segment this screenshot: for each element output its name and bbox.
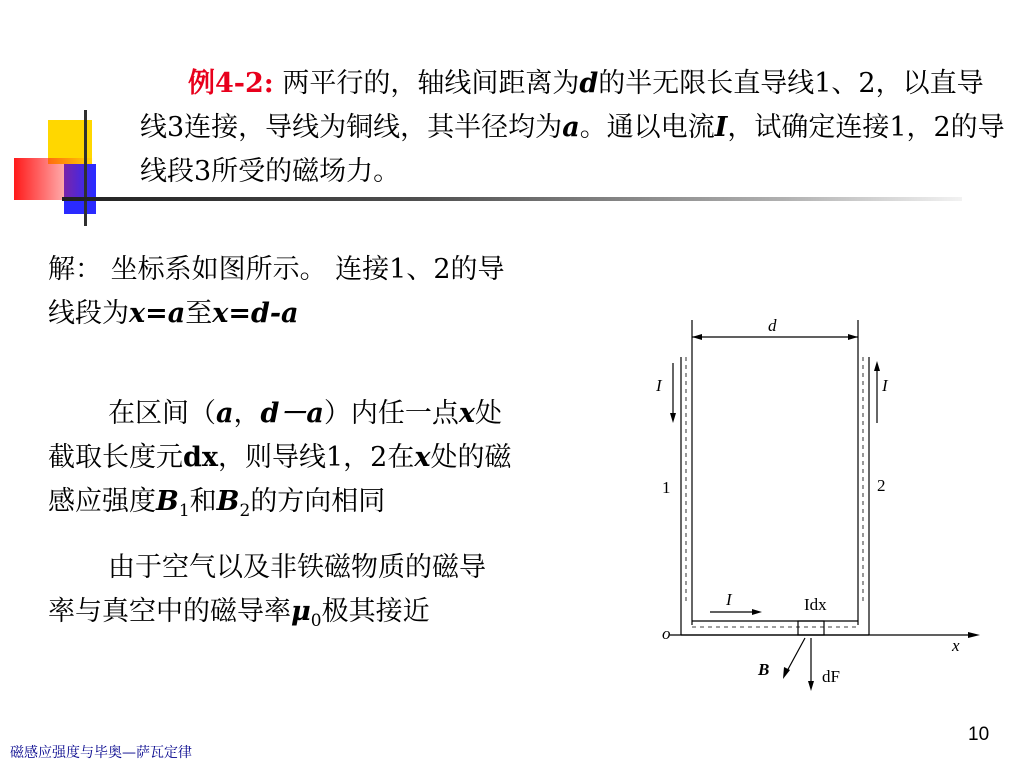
dim-arrow-right [848, 334, 858, 340]
wire-diagram [630, 305, 1020, 705]
current-element-box [798, 621, 824, 635]
logo-vertical-line [84, 110, 87, 226]
label-b: B [758, 660, 770, 679]
arrowhead-df [808, 681, 814, 691]
arrowhead-left [670, 413, 676, 423]
label-d: d [768, 316, 777, 335]
label-i-left: I [656, 376, 662, 395]
arrowhead-right [874, 361, 880, 371]
page-number: 10 [968, 724, 990, 745]
label-i-bottom: I [726, 590, 732, 609]
label-idx: Idx [804, 595, 827, 614]
solution-intro [48, 248, 628, 336]
arrowhead-x [968, 632, 980, 638]
title-underline [62, 197, 962, 201]
problem-statement: 例4-2: 两平行的，轴线间距离为d的半无限长直导线1、2，以直导线3连接，导线为铜线，其半径均为a。通以电流I，试确定连接1，2的导线段3所受的磁场力。 [140, 68, 1005, 187]
example-label: 例4-2: [188, 68, 274, 99]
paragraph-permeability: 由于空气以及非铁磁物质的磁导 率与真空中的磁导率$\mu_0$极其接近 [48, 552, 486, 631]
label-wire-1: 1 [662, 478, 671, 497]
footer-course-title: 磁感应强度与毕奥—萨瓦定律 [10, 745, 192, 761]
label-wire-2: 2 [877, 476, 886, 495]
label-x-axis: x [952, 636, 960, 655]
b-vector [786, 638, 805, 673]
solution-line-1: 解： 坐标系如图所示。 连接1、2的导 [48, 254, 505, 285]
solution-line-2: 线段为x=a至x=d-a [48, 298, 299, 329]
arrowhead-bottom [752, 609, 762, 615]
logo-red-bar [14, 158, 94, 200]
label-origin: o [662, 624, 671, 643]
label-i-right: I [882, 376, 888, 395]
dim-arrow-left [692, 334, 702, 340]
paragraph-element: 在区间（a，d－a）内任一点x处 截取长度元dx，则导线1，2在x处的磁 感应强度$B_1$和$B_2$的方向相同 [48, 398, 512, 521]
label-df: dF [822, 667, 840, 686]
slide-logo [12, 100, 152, 240]
